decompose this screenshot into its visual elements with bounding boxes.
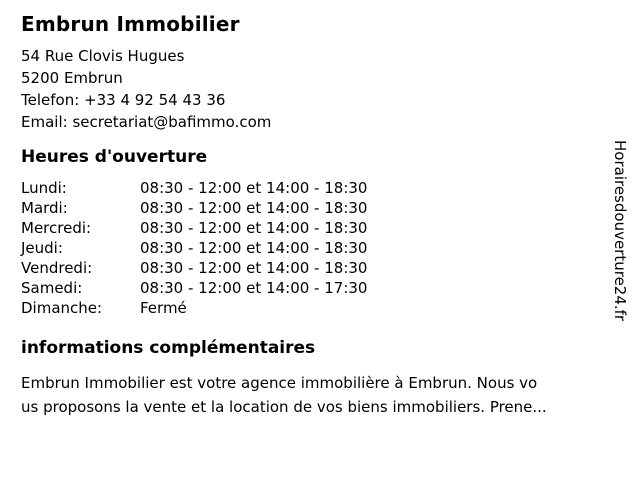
additional-info-heading: informations complémentaires: [21, 338, 316, 358]
hours-time-value: 08:30 - 12:00 et 14:00 - 17:30: [140, 279, 368, 297]
hours-day-label: Samedi:: [21, 279, 83, 297]
site-watermark: Horairesdouverture24.fr: [611, 140, 629, 322]
hours-row-saturday: [21, 278, 640, 298]
address-phone: Telefon: +33 4 92 54 43 36: [21, 91, 226, 109]
address-street: 54 Rue Clovis Hugues: [21, 47, 185, 65]
info-text-line: Embrun Immobilier est votre agence immobilière à Embrun. Nous vo: [21, 374, 538, 392]
hours-day-label: Vendredi:: [21, 259, 93, 277]
hours-time-value: 08:30 - 12:00 et 14:00 - 18:30: [140, 219, 368, 237]
hours-time-value: 08:30 - 12:00 et 14:00 - 18:30: [140, 179, 368, 197]
hours-time-value: 08:30 - 12:00 et 14:00 - 18:30: [140, 239, 368, 257]
hours-row-sunday: [21, 298, 640, 318]
hours-time-value: 08:30 - 12:00 et 14:00 - 18:30: [140, 259, 368, 277]
hours-row-friday: [21, 258, 640, 278]
hours-day-label: Dimanche:: [21, 299, 103, 317]
hours-time-value: 08:30 - 12:00 et 14:00 - 18:30: [140, 199, 368, 217]
address-email: Email: secretariat@bafimmo.com: [21, 113, 272, 131]
additional-info-text: [21, 371, 640, 419]
hours-row-wednesday: [21, 218, 640, 238]
address-city: 5200 Embrun: [21, 69, 123, 87]
hours-row-thursday: [21, 238, 640, 258]
hours-row-monday: [21, 178, 640, 198]
page-title: Embrun Immobilier: [21, 12, 240, 36]
hours-table: [21, 178, 640, 318]
hours-day-label: Jeudi:: [21, 239, 63, 257]
opening-hours-heading: Heures d'ouverture: [21, 147, 208, 167]
hours-day-label: Mercredi:: [21, 219, 92, 237]
hours-row-tuesday: [21, 198, 640, 218]
info-text-line: us proposons la vente et la location de vos biens immobiliers. Prene...: [21, 398, 547, 416]
hours-day-label: Lundi:: [21, 179, 67, 197]
hours-time-value: Fermé: [140, 299, 187, 317]
hours-day-label: Mardi:: [21, 199, 68, 217]
address-block: [21, 45, 640, 133]
